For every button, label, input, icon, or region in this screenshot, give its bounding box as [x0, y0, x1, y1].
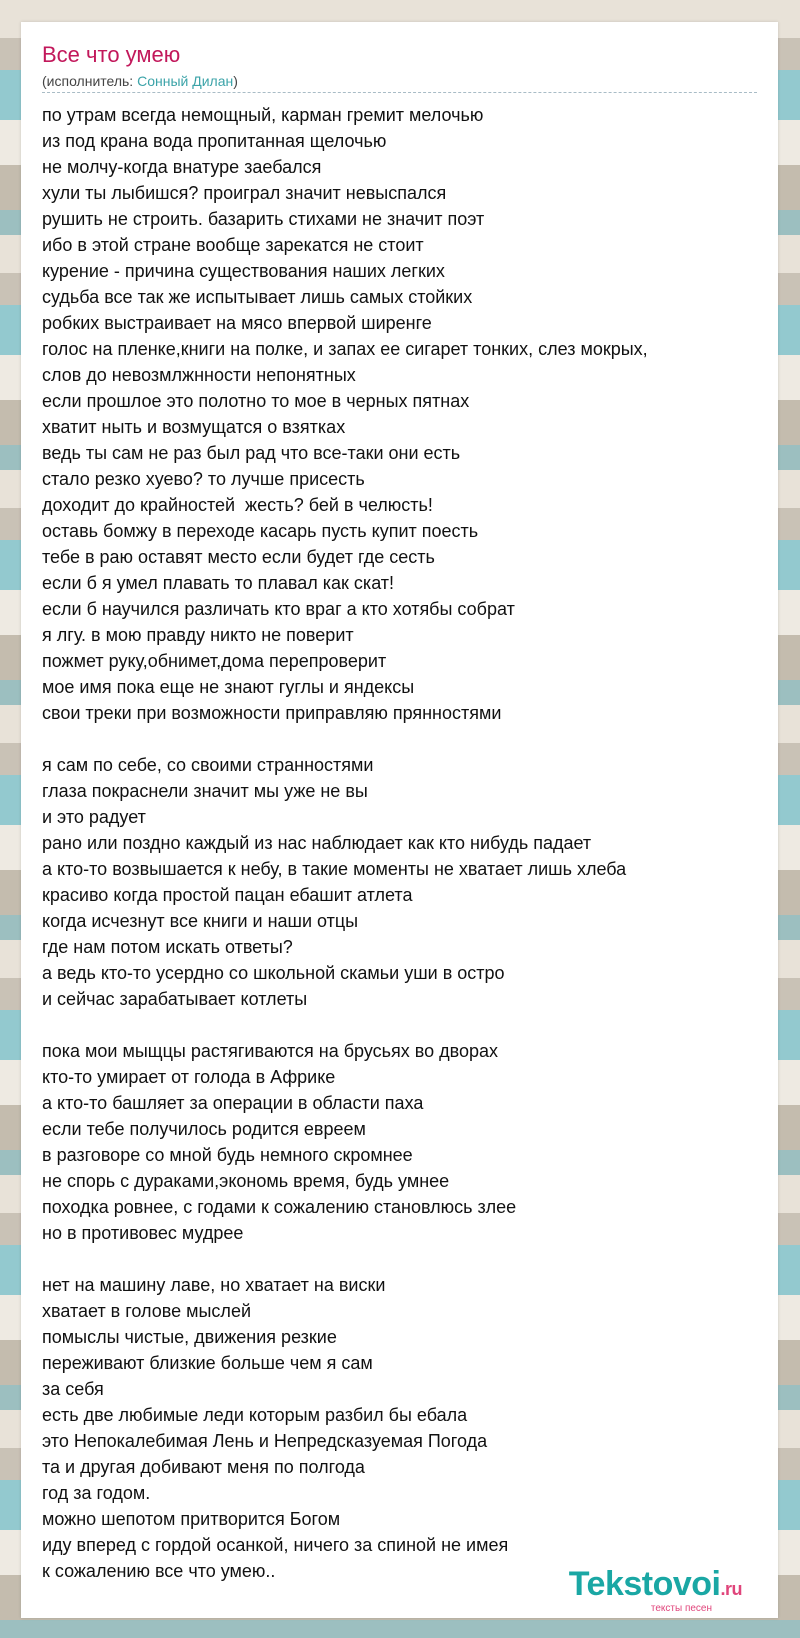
- artist-line: [42, 72, 757, 90]
- site-logo[interactable]: [569, 1567, 742, 1614]
- lyrics-text: по утрам всегда немощный, карман гремит мелочью из под крана вода пропитанная щелочью не молчу-когда внатуре заебался хули ты лыбишся? проиграл значит невыспался рушить не строить. базарить стихами не значит поэт ибо в этой стране вообще зарекатся не стоит курение - причина существования наших легких судьба все так же испытывает лишь самых стойких робких выстраивает на мясо впервой ширенге голос на пленке,книги на полке, и запах ее сигарет тонких, слез мокрых, слов до невозмлжнности непонятных если прошлое это полотно то мое в черных пятнах хватит ныть и возмущатся о взятках ведь ты сам не раз был рад что все-таки они есть стало резко хуево? то лучше присесть доходит до крайностей жесть? бей в челюсть! оставь бомжу в переходе касарь пусть купит поесть тебе в раю оставят место если будет где сесть если б я умел плавать то плавал как скат! если б научился различать кто враг а кто хотябы собрат я лгу. в мою правду никто не поверит пожмет руку,обнимет,дома перепроверит мое имя пока еще не знают гуглы и яндексы свои треки при возможности приправляю прянностями я сам по себе, со своими странностями глаза покраснели значит мы уже не вы и это радует рано или поздно каждый из нас наблюдает как кто нибудь падает а кто-то возвышается к небу, в такие моменты не хватает лишь хлеба красиво когда простой пацан ебашит атлета когда исчезнут все книги и наши отцы где нам потом искать ответы? а ведь кто-то усердно со школьной скамьи уши в остро и сейчас зарабатывает котлеты пока мои мыщцы растягиваются на брусьях во дворах кто-то умирает от голода в Африке а кто-то башляет за операции в области паха если тебе получилось родится евреем в разговоре со мной будь немного скромнее не спорь с дураками,экономь время, будь умнее походка ровнее, с годами к сожалению становлюсь злее но в противовес мудрее нет на машину лаве, но хватает на виски хватает в голове мыслей помыслы чистые, движения резкие переживают близкие больше чем я сам за себя есть две любимые леди которым разбил бы ебала это Непокалебимая Лень и Непредсказуемая Погода та и другая добивают меня по полгода год за годом. можно шепотом притворится Богом иду вперед с гордой осанкой, ничего за спиной не имея к сожалению все что умею..: [42, 105, 648, 1581]
- artist-prefix: (исполнитель:: [42, 73, 138, 89]
- page-title: Все что умею: [42, 42, 181, 67]
- logo-tld: .ru: [720, 1579, 742, 1599]
- lyrics-card: [21, 22, 778, 1618]
- logo-wordmark: [569, 1567, 742, 1606]
- song-header: [42, 42, 757, 93]
- artist-link[interactable]: Сонный Дилан: [137, 73, 234, 89]
- logo-tagline: тексты песен: [650, 1603, 712, 1614]
- artist-suffix: ): [233, 73, 238, 89]
- logo-name: Tekstovoi: [568, 1565, 721, 1603]
